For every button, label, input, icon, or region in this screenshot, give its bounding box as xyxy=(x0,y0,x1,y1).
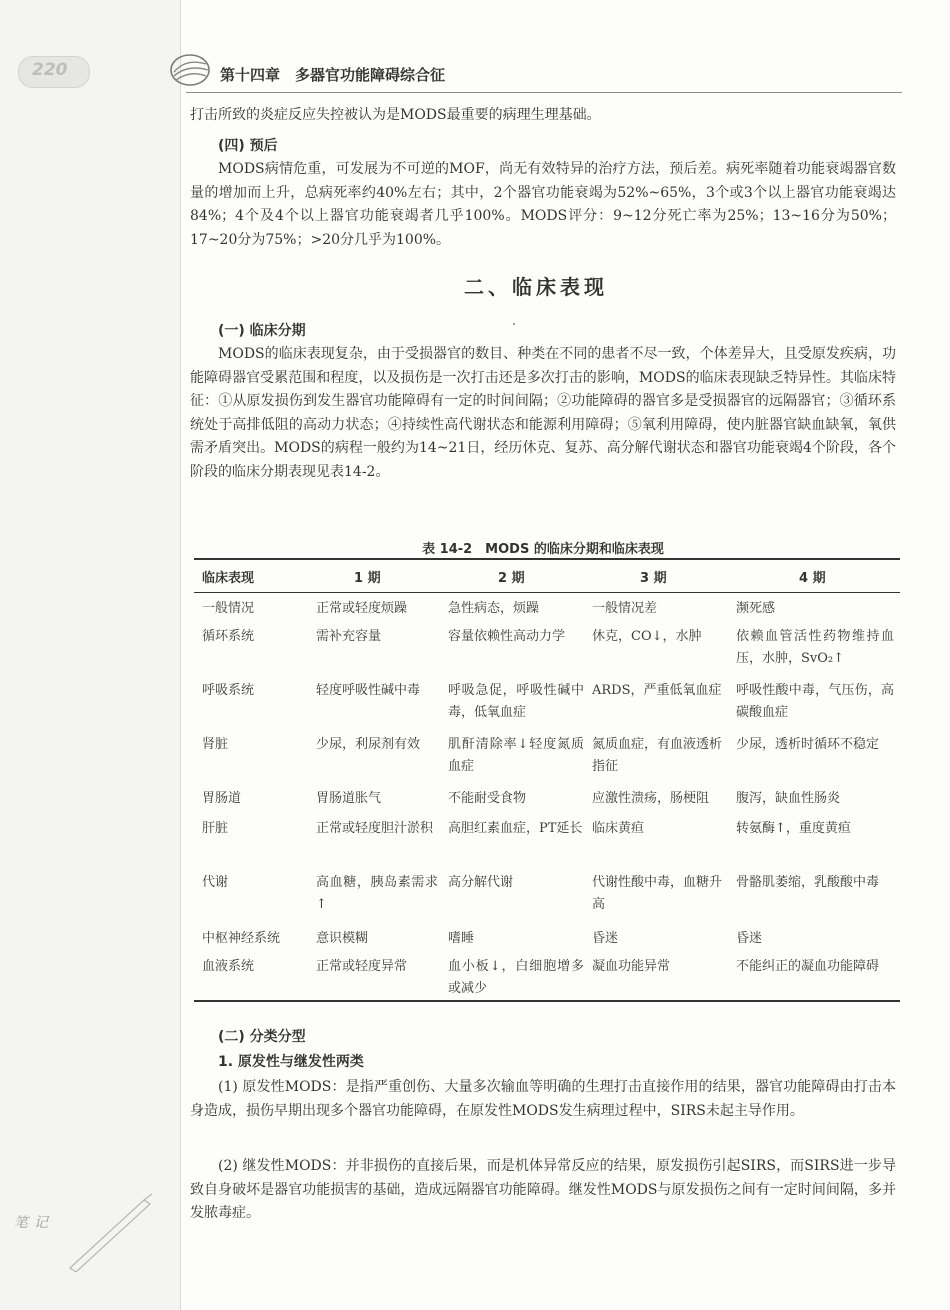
table-cell: 不能耐受食物 xyxy=(448,791,527,806)
table-cell: 呼吸性酸中毒，气压伤，高碳酸血症 xyxy=(736,683,894,720)
table-cell: 氮质血症，有血液透析指征 xyxy=(592,737,723,774)
table-cell: 胃肠道 xyxy=(202,791,242,806)
table-cell: 临床黄疸 xyxy=(592,821,645,836)
scan-speck xyxy=(513,323,515,325)
table-top-rule xyxy=(194,558,900,560)
table-cell: 高血糖，胰岛素需求↑ xyxy=(316,875,438,912)
table-cell: 转氨酶↑，重度黄疸 xyxy=(736,821,851,836)
notes-margin xyxy=(0,0,181,1310)
table-cell: 肾脏 xyxy=(202,737,229,752)
page-number: 220 xyxy=(32,60,68,80)
table-cell: 需补充容量 xyxy=(316,629,382,644)
header-divider xyxy=(186,92,902,93)
table-cell: 腹泻，缺血性肠炎 xyxy=(736,791,841,806)
table-cell: 嗜睡 xyxy=(448,931,475,946)
table-header-cell: 1 期 xyxy=(354,571,381,586)
primary-mods-paragraph: (1) 原发性MODS：是指严重创伤、大量多次输血等明确的生理打击直接作用的结果，器官功能障碍由打击本身造成，损伤早期出现多个器官功能障碍，在原发性MODS发生病理过程中，SIRS未起主导作用。 xyxy=(190,1079,896,1119)
table-cell: 少尿，透析时循环不稳定 xyxy=(736,737,880,752)
table-cell: 休克，CO↓，水肿 xyxy=(592,629,702,644)
table-cell: ARDS，严重低氧血症 xyxy=(592,683,722,698)
intro-line: 打击所致的炎症反应失控被认为是MODS最重要的病理生理基础。 xyxy=(190,107,601,123)
table-header-cell: 3 期 xyxy=(640,571,667,586)
table-cell: 正常或轻度胆汁淤积 xyxy=(316,821,434,836)
secondary-mods-paragraph: (2) 继发性MODS：并非损伤的直接后果，而是机体异常反应的结果，原发损伤引起SIRS，而SIRS进一步导致自身破坏是器官功能损害的基础，造成远隔器官功能障碍。继发性MODS与原发损伤之间有一定时间间隔，多并发脓毒症。 xyxy=(190,1158,896,1221)
table-cell: 正常或轻度异常 xyxy=(316,959,408,974)
table-cell: 高胆红素血症，PT延长 xyxy=(448,821,583,836)
table-header-cell: 临床表现 xyxy=(202,571,255,586)
table-caption: 表 14-2 MODS 的临床分期和临床表现 xyxy=(422,542,664,557)
table-cell: 濒死感 xyxy=(736,601,776,616)
table-cell: 循环系统 xyxy=(202,629,255,644)
table-cell: 一般情况 xyxy=(202,601,255,616)
pen-icon xyxy=(64,1192,154,1272)
clinical-staging-table xyxy=(194,558,900,1000)
classification-subheading: 1. 原发性与继发性两类 xyxy=(218,1054,364,1070)
table-cell: 代谢性酸中毒，血糖升高 xyxy=(592,875,723,912)
table-cell: 中枢神经系统 xyxy=(202,931,281,946)
table-cell: 正常或轻度烦躁 xyxy=(316,601,408,616)
classification-heading: (二) 分类分型 xyxy=(218,1029,306,1045)
table-cell: 肌酐清除率↓轻度氮质血症 xyxy=(448,737,584,774)
table-cell: 不能纠正的凝血功能障碍 xyxy=(736,959,880,974)
prognosis-heading: (四) 预后 xyxy=(218,138,278,154)
table-cell: 一般情况差 xyxy=(592,601,658,616)
table-cell: 血液系统 xyxy=(202,959,255,974)
table-cell: 凝血功能异常 xyxy=(592,959,671,974)
table-cell: 代谢 xyxy=(202,875,229,890)
staging-heading: (一) 临床分期 xyxy=(218,323,306,339)
table-header-cell: 4 期 xyxy=(799,571,826,586)
section-title: 二、临床表现 xyxy=(464,275,608,299)
notes-label: 笔记 xyxy=(14,1215,54,1231)
table-cell: 昏迷 xyxy=(592,931,619,946)
table-bottom-rule xyxy=(194,1000,900,1002)
table-cell: 骨骼肌萎缩，乳酸酸中毒 xyxy=(736,875,880,890)
table-header-rule xyxy=(194,592,900,593)
table-cell: 呼吸急促，呼吸性碱中毒，低氧血症 xyxy=(448,683,584,720)
chapter-title: 第十四章 多器官功能障碍综合征 xyxy=(220,66,446,84)
table-header-cell: 2 期 xyxy=(498,571,525,586)
staging-paragraph: MODS的临床表现复杂，由于受损器官的数目、种类在不同的患者不尽一致，个体差异大，且受原发疾病，功能障碍器官受累范围和程度，以及损伤是一次打击还是多次打击的影响，MODS的临床表现缺乏特异性。其临床特征：①从原发损伤到发生器官功能障碍有一定的时间间隔；②功能障碍的器官多是受损器官的远隔器官；③循环系统处于高排低阻的高动力状态；④持续性高代谢状态和能源利用障碍；⑤氧利用障碍，使内脏器官缺血缺氧，氧供需矛盾突出。MODS的病程一般约为14~21日，经历休克、复苏、高分解代谢状态和器官功能衰竭4个阶段，各个阶段的临床分期表现见表14-2。 xyxy=(190,346,896,480)
table-cell: 轻度呼吸性碱中毒 xyxy=(316,683,421,698)
table-cell: 高分解代谢 xyxy=(448,875,514,890)
table-cell: 少尿，利尿剂有效 xyxy=(316,737,421,752)
table-cell: 急性病态，烦躁 xyxy=(448,601,540,616)
table-cell: 意识模糊 xyxy=(316,931,369,946)
table-cell: 应激性溃疡，肠梗阻 xyxy=(592,791,710,806)
table-cell: 肝脏 xyxy=(202,821,229,836)
table-cell: 昏迷 xyxy=(736,931,763,946)
table-cell: 依赖血管活性药物维持血压，水肿，SvO₂↑ xyxy=(736,629,894,666)
table-cell: 呼吸系统 xyxy=(202,683,255,698)
chapter-logo-icon xyxy=(168,50,212,90)
table-cell: 容量依赖性高动力学 xyxy=(448,629,566,644)
table-cell: 血小板↓，白细胞增多或减少 xyxy=(448,959,584,996)
table-cell: 胃肠道胀气 xyxy=(316,791,382,806)
prognosis-paragraph: MODS病情危重，可发展为不可逆的MOF，尚无有效特异的治疗方法，预后差。病死率随着功能衰竭器官数量的增加而上升，总病死率约40%左右；其中，2个器官功能衰竭为52%~65%，3个或3个以上器官功能衰竭达84%；4个及4个以上器官功能衰竭者几乎100%。MODS评分：9~12分死亡率为25%；13~16分为50%；17~20分为75%；>20分几乎为100%。 xyxy=(190,161,896,248)
